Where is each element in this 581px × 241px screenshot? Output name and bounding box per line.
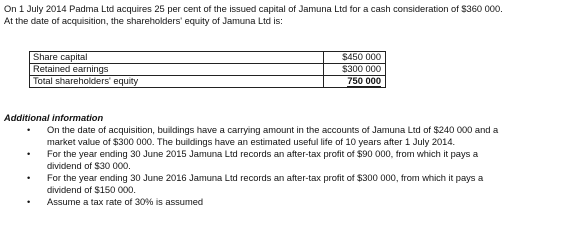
- list-item: [27, 196, 572, 208]
- bullet-icon: •: [27, 125, 31, 135]
- row-label: Total shareholders' equity: [30, 76, 324, 88]
- table-row: [30, 52, 386, 64]
- list-item: [27, 172, 572, 196]
- bullet-icon: •: [27, 149, 31, 159]
- list-item-line: Assume a tax rate of 30% is assumed: [47, 197, 204, 207]
- row-label: Share capital: [30, 52, 324, 64]
- row-label: Retained earnings: [30, 64, 324, 76]
- intro-line-2: At the date of acquisition, the shareholders' equity of Jamuna Ltd is:: [4, 16, 283, 26]
- list-item-line: dividend of $30 000.: [47, 161, 131, 171]
- intro-paragraph: [4, 3, 579, 27]
- table-row: [30, 64, 386, 76]
- list-item-line: For the year ending 30 June 2016 Jamuna Ltd records an after-tax profit of $300 000, from which it pays a: [47, 173, 484, 183]
- info-list: [27, 124, 572, 208]
- list-item: [27, 124, 572, 148]
- list-item: [27, 148, 572, 172]
- equity-table: [29, 51, 386, 88]
- bullet-icon: •: [27, 173, 31, 183]
- table-row-total: [30, 76, 386, 88]
- additional-info-heading: Additional information: [4, 113, 104, 123]
- list-item-line: market value of $300 000. The buildings have an estimated useful life of 10 years after 1 July 2014.: [47, 137, 456, 147]
- total-amount-value: 750 000: [347, 76, 381, 86]
- list-item-line: On the date of acquisition, buildings have a carrying amount in the accounts of Jamuna Ltd of $240 000 and a: [47, 125, 499, 135]
- row-amount: $300 000: [324, 64, 386, 76]
- list-item-line: dividend of $150 000.: [47, 185, 136, 195]
- bullet-icon: •: [27, 197, 31, 207]
- row-amount-total: [324, 76, 386, 88]
- intro-line-1: On 1 July 2014 Padma Ltd acquires 25 per cent of the issued capital of Jamuna Ltd for a cash consideration of $360 000.: [4, 4, 503, 14]
- list-item-line: For the year ending 30 June 2015 Jamuna Ltd records an after-tax profit of $90 000, from which it pays a: [47, 149, 479, 159]
- row-amount: $450 000: [324, 52, 386, 64]
